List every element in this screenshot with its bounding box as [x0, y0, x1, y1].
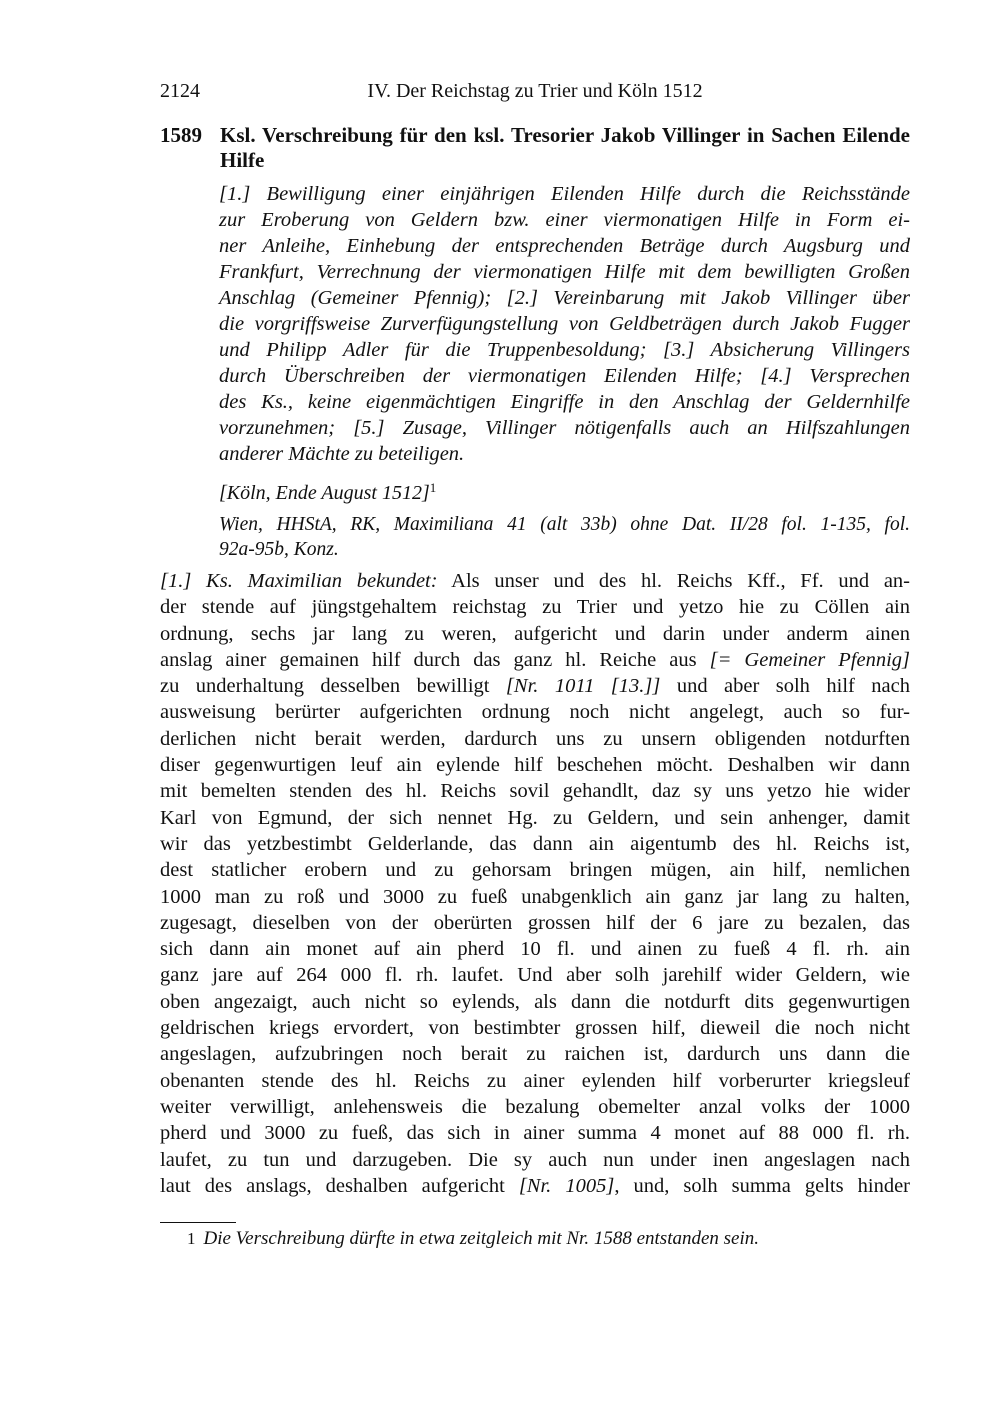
- source-line: Wien, HHStA, RK, Maximiliana 41 (alt 33b) ohne Dat. II/28 fol. 1-135, fol.: [219, 514, 910, 535]
- dateline: [219, 480, 436, 505]
- page-number: 2124: [160, 80, 200, 102]
- body-line: sich dann ain monet auf ain pherd 10 fl. und ainen zu fueß 4 fl. rh. ain: [160, 938, 910, 961]
- page-header: [160, 80, 910, 106]
- archival-source: [219, 512, 910, 562]
- cross-reference[interactable]: [Nr. 1011 [13.]]: [505, 675, 661, 698]
- body-text: [160, 568, 910, 1199]
- body-line: diser gegenwurtigen leuf ain eylende hilf beschehen möcht. Deshalben wir dann: [160, 754, 910, 777]
- body-line: Karl von Egmund, der sich nennet Hg. zu Geldern, und sein anhenger, damit: [160, 806, 910, 829]
- body-line: zugesagt, dieselben von der oberürten grossen hilf der 6 jare zu bezalen, das: [160, 911, 910, 934]
- regest-summary: [219, 181, 910, 467]
- document-title: Ksl. Verschreibung für den ksl. Tresorier Jakob Villinger in Sachen Eilende Hilfe: [220, 123, 910, 172]
- footnote-reference[interactable]: 1: [429, 480, 437, 495]
- regest-line: die vorgriffsweise Zurverfügungstellung von Geldbeträgen durch Jakob Fugger: [219, 313, 910, 335]
- regest-line: [1.] Bewilligung einer einjährigen Eilenden Hilfe durch die Reichsstände: [219, 183, 910, 205]
- regest-line: durch Überschreiben der viermonatigen Eilenden Hilfe; [4.] Versprechen: [219, 365, 910, 387]
- regest-line: zur Eroberung von Geldern bzw. einer viermonatigen Hilfe in Form ei-: [219, 209, 910, 231]
- body-line: laut des anslags, deshalben aufgericht [Nr. 1005], und, solh summa gelts hinder: [160, 1174, 910, 1197]
- body-line: mit bemelten stenden des hl. Reichs sovil gehandlt, daz sy uns yetzo hie wider: [160, 780, 910, 803]
- body-line: ausweisung berürter aufgerichten ordnung noch nicht angelegt, auch so fur-: [160, 701, 910, 724]
- body-line: derlichen nicht berait werden, dardurch uns zu unsern obligenden notdurften: [160, 727, 910, 750]
- regest-line: Anschlag (Gemeiner Pfennig); [2.] Vereinbarung mit Jakob Villinger über: [219, 287, 910, 309]
- regest-line: ner Anleihe, Einhebung der entsprechenden Beträge durch Augsburg und: [219, 235, 910, 257]
- regest-line: des Ks., keine eigenmächtigen Eingriffe in den Anschlag der Geldernhilfe: [219, 391, 910, 413]
- body-line: zu underhaltung desselben bewilligt [Nr. 1011 [13.]] und aber solh hilf nach: [160, 675, 910, 698]
- footnote-text: Die Verschreibung dürfte in etwa zeitgleich mit Nr. 1588 entstanden sein.: [203, 1228, 760, 1249]
- body-line: der stende auf jüngstgehaltem reichstag zu Trier und yetzo hie zu Cöllen ain: [160, 596, 910, 619]
- regest-line: anderer Mächte zu beteiligen.: [219, 443, 465, 465]
- body-line: pherd und 3000 zu fueß, das sich in ainer summa 4 monet auf 88 000 fl. rh.: [160, 1122, 910, 1145]
- body-line: laufet, zu tun und darzugeben. Die sy auch nun under inen angeslagen nach: [160, 1148, 910, 1171]
- document-heading: [160, 123, 910, 173]
- regest-line: vorzunehmen; [5.] Zusage, Villinger nötigenfalls auch an Hilfszahlungen: [219, 417, 910, 439]
- body-line: ordnung, sechs jar lang zu weren, aufgericht und darin under anderm ainen: [160, 622, 910, 645]
- regest-line: Frankfurt, Verrechnung der viermonatigen Hilfe mit dem bewilligten Großen: [219, 261, 910, 283]
- footnote-mark: 1: [187, 1229, 196, 1248]
- running-head: IV. Der Reichstag zu Trier und Köln 1512: [367, 80, 703, 102]
- source-line: 92a-95b, Konz.: [219, 539, 339, 560]
- editorial-note: [= Gemeiner Pfennig]: [709, 648, 910, 671]
- body-line: oben angezaigt, auch nicht so eylends, als dann die notdurft dits gegenwurtigen: [160, 990, 910, 1013]
- body-line: [1.] Ks. Maximilian bekundet: Als unser und des hl. Reichs Kff., Ff. und an-: [160, 570, 910, 592]
- body-line: weiter verwilligt, anlehensweis die bezalung obemelter anzal volks der 1000: [160, 1095, 910, 1118]
- cross-reference[interactable]: [Nr. 1005]: [518, 1174, 615, 1197]
- body-line: wir das yetzbestimbt Gelderlande, das dann ain aigentumb des hl. Reichs ist,: [160, 832, 910, 855]
- document-number: 1589: [160, 123, 202, 147]
- body-line: geldrischen kriegs ervordert, von bestimbter grossen hilf, dieweil die noch nicht: [160, 1017, 910, 1040]
- body-line: angeslagen, aufzubringen noch berait zu raichen ist, dardurch uns dann die: [160, 1043, 910, 1066]
- body-line: ganz jare auf 264 000 fl. rh. laufet. Und aber solh jarehilf wider Geldern, wie: [160, 964, 910, 987]
- footnote-divider: [160, 1222, 236, 1223]
- dateline-text: [Köln, Ende August 1512]: [219, 482, 430, 504]
- footnote: [187, 1228, 759, 1250]
- section-intro: [1.] Ks. Maximilian bekundet:: [160, 570, 438, 592]
- body-line: dest statlicher erobern und zu gehorsam bringen mügen, ain hilf, nemlichen: [160, 859, 910, 882]
- regest-line: und Philipp Adler für die Truppenbesoldung; [3.] Absicherung Villingers: [219, 339, 910, 361]
- body-line: anslag ainer gemainen hilf durch das ganz hl. Reiche aus [= Gemeiner Pfennig]: [160, 648, 910, 671]
- body-line: obenanten stende des hl. Reichs zu ainer eylenden hilf vorberurter kriegsleuf: [160, 1069, 910, 1092]
- body-line: 1000 man zu roß und 3000 zu fueß unabgenklich ain ganz jar lang zu halten,: [160, 885, 910, 908]
